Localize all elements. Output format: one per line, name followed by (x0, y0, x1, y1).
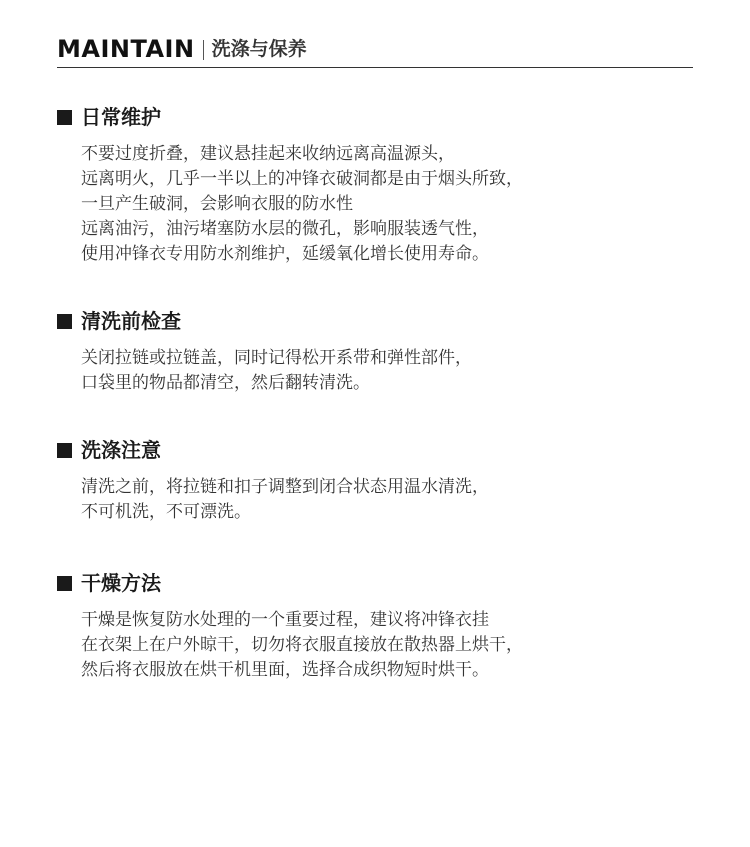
square-bullet-icon (57, 443, 72, 458)
section-pre-wash-check (57, 306, 697, 396)
square-bullet-icon (57, 576, 72, 591)
body-line: 远离明火，几乎一半以上的冲锋衣破洞都是由于烟头所致， (81, 169, 523, 189)
body-line: 然后将衣服放在烘干机里面，选择合成织物短时烘干。 (81, 660, 489, 680)
body-line: 远离油污，油污堵塞防水层的微孔，影响服装透气性， (81, 219, 489, 239)
page-header (57, 34, 693, 68)
square-bullet-icon (57, 110, 72, 125)
section-drying-method (57, 568, 697, 683)
section-body (81, 142, 697, 267)
section-body (81, 608, 697, 683)
body-line: 关闭拉链或拉链盖，同时记得松开系带和弹性部件， (81, 348, 472, 368)
section-heading (57, 306, 697, 336)
body-line: 不要过度折叠，建议悬挂起来收纳远离高温源头， (81, 144, 455, 164)
body-line: 不可机洗，不可漂洗。 (81, 502, 251, 522)
square-bullet-icon (57, 314, 72, 329)
section-body (81, 346, 697, 396)
body-line: 使用冲锋衣专用防水剂维护，延缓氧化增长使用寿命。 (81, 244, 489, 264)
section-body (81, 475, 697, 525)
header-divider (203, 40, 204, 60)
section-washing-notes (57, 435, 697, 525)
body-line: 口袋里的物品都清空，然后翻转清洗。 (81, 373, 370, 393)
section-heading (57, 568, 697, 598)
page-title: MAINTAIN (57, 35, 195, 63)
section-daily-maintenance (57, 102, 697, 267)
body-line: 一旦产生破洞，会影响衣服的防水性 (81, 194, 353, 214)
section-title: 干燥方法 (81, 571, 161, 595)
page-subtitle: 洗涤与保养 (211, 38, 307, 60)
body-line: 清洗之前，将拉链和扣子调整到闭合状态用温水清洗， (81, 477, 489, 497)
body-line: 在衣架上在户外晾干，切勿将衣服直接放在散热器上烘干， (81, 635, 523, 655)
section-title: 清洗前检查 (81, 309, 181, 333)
section-heading (57, 435, 697, 465)
section-title: 洗涤注意 (81, 438, 161, 462)
section-title: 日常维护 (81, 105, 161, 129)
section-heading (57, 102, 697, 132)
body-line: 干燥是恢复防水处理的一个重要过程，建议将冲锋衣挂 (81, 610, 489, 630)
